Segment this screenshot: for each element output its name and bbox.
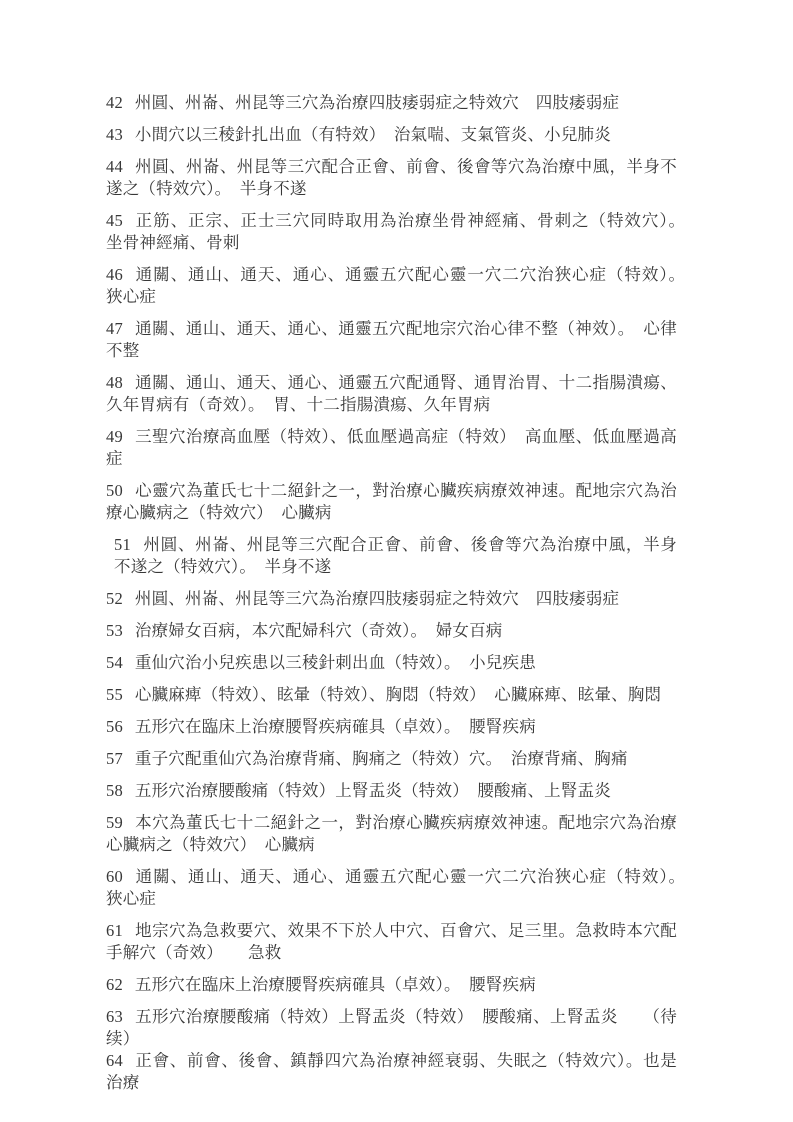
item-text: 通關、通山、通天、通心、通靈五穴配心靈一穴二穴治狹心症（特效）。 狹心症 <box>106 265 694 306</box>
item-text: 本穴為董氏七十二絕針之一，對治療心臟疾病療效神速。配地宗穴為治療心臟病之（特效穴） 心臟病 <box>106 813 677 854</box>
item-text: 通關、通山、通天、通心、通靈五穴配心靈一穴二穴治狹心症（特效）。 狹心症 <box>106 867 694 908</box>
item-text: 正會、前會、後會、鎮靜四穴為治療神經衰弱、失眠之（特效穴）。也是治療 <box>106 1051 677 1092</box>
item-text: 五形穴治療腰酸痛（特效）上腎盂炎（特效） 腰酸痛、上腎盂炎 <box>134 781 611 800</box>
list-item <box>106 426 677 470</box>
list-item <box>106 156 677 200</box>
item-number: 64 <box>106 1051 123 1070</box>
item-text: 正筋、正宗、正士三穴同時取用為治療坐骨神經痛、骨刺之（特效穴）。 坐骨神經痛、骨刺 <box>106 211 694 252</box>
item-number: 48 <box>106 373 123 392</box>
item-number: 46 <box>106 265 123 284</box>
list-item <box>106 318 677 362</box>
item-number: 63 <box>106 1007 123 1026</box>
item-number: 57 <box>106 749 123 768</box>
list-item <box>106 1006 677 1050</box>
list-item <box>106 748 677 770</box>
list-item <box>106 92 677 114</box>
list-item <box>106 124 677 146</box>
item-text: 地宗穴為急救要穴、效果不下於人中穴、百會穴、足三里。急救時本穴配手解穴（奇效） 急救 <box>106 921 677 962</box>
item-number: 47 <box>106 319 123 338</box>
list-item <box>106 480 677 524</box>
list-item <box>106 716 677 738</box>
item-text: 重子穴配重仙穴為治療背痛、胸痛之（特效）穴。 治療背痛、胸痛 <box>134 749 628 768</box>
item-number: 45 <box>106 211 123 230</box>
item-number: 42 <box>106 93 123 112</box>
list-item <box>106 588 677 610</box>
item-number: 54 <box>106 653 123 672</box>
item-text: 五形穴在臨床上治療腰腎疾病確具（卓效）。 腰腎疾病 <box>134 975 536 994</box>
numbered-list <box>106 92 694 1094</box>
list-item <box>106 684 677 706</box>
item-number: 49 <box>106 427 123 446</box>
item-text: 州圓、州崙、州昆等三穴為治療四肢痿弱症之特效穴 四肢痿弱症 <box>134 93 620 112</box>
item-number: 60 <box>106 867 123 886</box>
item-number: 44 <box>106 157 123 176</box>
item-number: 43 <box>106 125 123 144</box>
item-number: 55 <box>106 685 123 704</box>
list-item <box>106 620 677 642</box>
item-text: 三聖穴治療高血壓（特效）、低血壓過高症（特效） 高血壓、低血壓過高症 <box>106 427 677 468</box>
list-item <box>106 974 677 996</box>
item-text: 治療婦女百病，本穴配婦科穴（奇效）。 婦女百病 <box>134 621 503 640</box>
list-item <box>106 372 677 416</box>
item-text: 州圓、州崙、州昆等三穴配合正會、前會、後會等穴為治療中風，半身不遂之（特效穴）。 半身不遂 <box>114 535 677 576</box>
item-number: 52 <box>106 589 123 608</box>
item-number: 56 <box>106 717 123 736</box>
item-text: 重仙穴治小兒疾患以三稜針刺出血（特效）。 小兒疾患 <box>134 653 536 672</box>
list-item <box>106 534 677 578</box>
list-item <box>106 1050 677 1094</box>
item-text: 通關、通山、通天、通心、通靈五穴配通腎、通胃治胃、十二指腸潰瘍、久年胃病有（奇效）。 胃、十二指腸潰瘍、久年胃病 <box>106 373 677 414</box>
item-text: 心臟麻痺（特效）、眩暈（特效）、胸悶（特效） 心臟麻痺、眩暈、胸悶 <box>134 685 662 704</box>
item-text: 五形穴治療腰酸痛（特效）上腎盂炎（特效） 腰酸痛、上腎盂炎 （待续） <box>106 1007 677 1048</box>
list-item <box>106 210 694 254</box>
list-item <box>106 920 677 964</box>
item-number: 58 <box>106 781 123 800</box>
item-text: 五形穴在臨床上治療腰腎疾病確具（卓效）。 腰腎疾病 <box>134 717 536 736</box>
item-number: 62 <box>106 975 123 994</box>
item-text: 心靈穴為董氏七十二絕針之一，對治療心臟疾病療效神速。配地宗穴為治療心臟病之（特效穴） 心臟病 <box>106 481 677 522</box>
item-number: 61 <box>106 921 123 940</box>
item-number: 50 <box>106 481 123 500</box>
item-number: 51 <box>114 535 131 554</box>
item-text: 州圓、州崙、州昆等三穴為治療四肢痿弱症之特效穴 四肢痿弱症 <box>134 589 620 608</box>
list-item <box>106 866 694 910</box>
item-number: 59 <box>106 813 123 832</box>
item-text: 州圓、州崙、州昆等三穴配合正會、前會、後會等穴為治療中風，半身不遂之（特效穴）。 半身不遂 <box>106 157 677 198</box>
item-text: 通關、通山、通天、通心、通靈五穴配地宗穴治心律不整（神效）。 心律不整 <box>106 319 677 360</box>
list-item <box>106 780 677 802</box>
list-item <box>106 812 677 856</box>
item-number: 53 <box>106 621 123 640</box>
list-item <box>106 264 694 308</box>
item-text: 小間穴以三稜針扎出血（有特效） 治氣喘、支氣管炎、小兒肺炎 <box>134 125 611 144</box>
list-item <box>106 652 677 674</box>
